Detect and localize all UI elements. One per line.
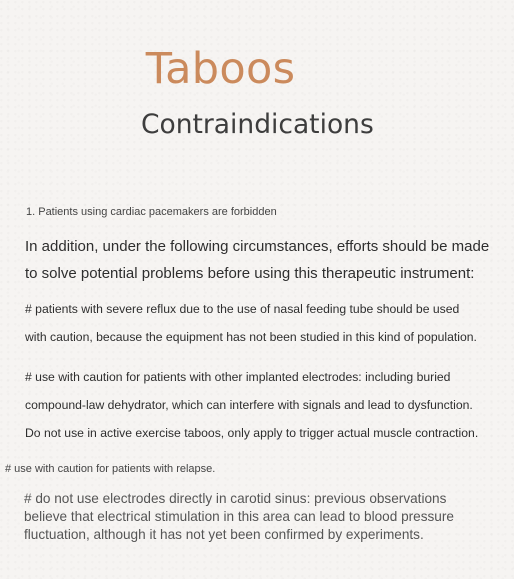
page-title: Taboos [145, 44, 296, 94]
carotid-sinus-warning [24, 490, 454, 544]
intro-line: In addition, under the following circumstances, efforts should be made [25, 238, 490, 255]
intro-paragraph [25, 233, 495, 287]
carotid-line: # do not use electrodes directly in carotid sinus: previous observations [24, 491, 447, 506]
implant-caution-line: Do not use in active exercise taboos, only apply to trigger actual muscle contraction. [25, 426, 479, 440]
implant-caution-line: # use with caution for patients with other implanted electrodes: including buried [25, 370, 451, 384]
page-subtitle: Contraindications [141, 109, 374, 140]
relapse-caution: # use with caution for patients with relapse. [5, 463, 216, 475]
implant-caution-line: compound-law dehydrator, which can interfere with signals and lead to dysfunction. [25, 398, 473, 412]
reflux-caution-line: with caution, because the equipment has not been studied in this kind of population. [25, 330, 477, 344]
intro-line: to solve potential problems before using this therapeutic instrument: [25, 265, 475, 282]
carotid-line: believe that electrical stimulation in this area can lead to blood pressure [24, 509, 454, 524]
carotid-line: fluctuation, although it has not yet been confirmed by experiments. [24, 527, 424, 542]
pacemaker-contraindication: 1. Patients using cardiac pacemakers are forbidden [26, 206, 277, 218]
reflux-caution-line: # patients with severe reflux due to the use of nasal feeding tube should be used [25, 302, 460, 316]
